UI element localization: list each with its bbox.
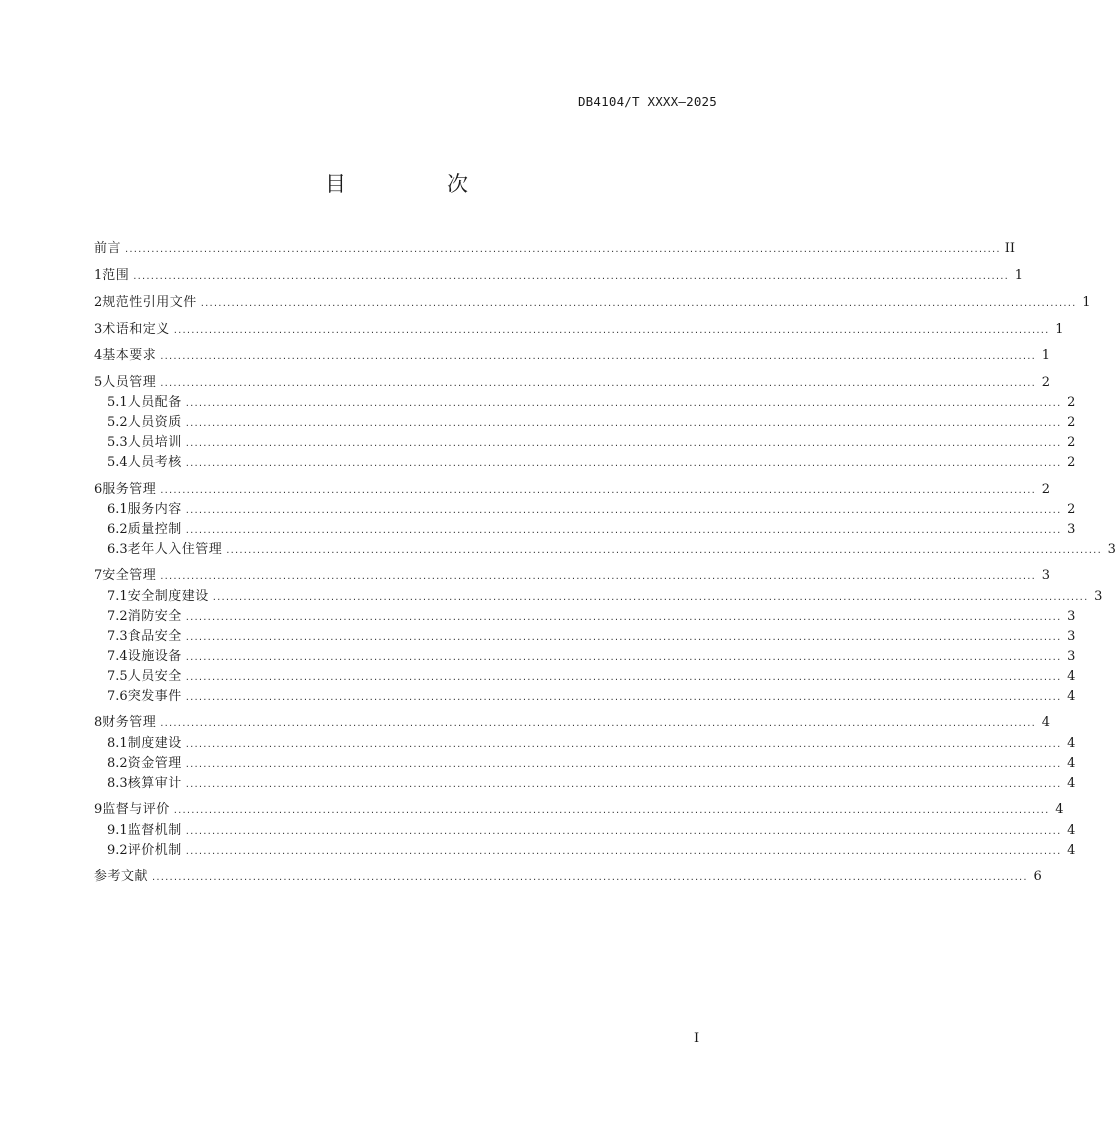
toc-entry-label: 服务内容 <box>127 502 182 517</box>
toc-entry-label: 术语和定义 <box>102 322 170 337</box>
toc-entry[interactable] <box>94 713 1051 733</box>
toc-entry-number: 5.1 <box>107 395 128 410</box>
toc-dot-leader: ........................................................................................................................................................................................................ <box>173 325 1050 336</box>
toc-dot-leader: ........................................................................................................................................................................................................ <box>185 612 1062 623</box>
toc-entry-page: 2 <box>1067 502 1076 517</box>
toc-entry-page: 2 <box>1067 415 1076 430</box>
toc-entry[interactable] <box>94 433 1076 453</box>
toc-entry-label: 服务管理 <box>102 482 157 497</box>
toc-entry-page: 3 <box>1067 629 1076 644</box>
toc-entry[interactable] <box>94 667 1076 687</box>
toc-entry-page: 4 <box>1067 823 1076 838</box>
toc-dot-leader: ........................................................................................................................................................................................................ <box>160 378 1037 389</box>
toc-dot-leader: ........................................................................................................................................................................................................ <box>200 298 1077 309</box>
toc-entry[interactable] <box>94 734 1076 754</box>
toc-entry-page: 4 <box>1067 689 1076 704</box>
toc-entry-label: 消防安全 <box>127 609 182 624</box>
toc-entry-page: 4 <box>1067 843 1076 858</box>
toc-entry-number: 5 <box>94 375 103 390</box>
toc-dot-leader: ........................................................................................................................................................................................................ <box>185 672 1062 683</box>
toc-dot-leader: ........................................................................................................................................................................................................ <box>185 438 1062 449</box>
toc-entry-page: 1 <box>1041 348 1051 363</box>
toc-entry-number: 8.3 <box>107 776 128 791</box>
toc-entry[interactable] <box>94 774 1076 794</box>
toc-entry-number: 7.4 <box>107 649 128 664</box>
toc-entry[interactable] <box>94 413 1076 433</box>
toc-dot-leader: ........................................................................................................................................................................................................ <box>173 805 1050 816</box>
toc-dot-leader: ........................................................................................................................................................................................................ <box>185 652 1062 663</box>
toc-dot-leader: ........................................................................................................................................................................................................ <box>185 739 1062 750</box>
toc-entry-label: 老年人入住管理 <box>127 542 223 557</box>
toc-entry-number: 5.4 <box>107 455 128 470</box>
toc-entry-label: 安全管理 <box>102 568 157 583</box>
toc-dot-leader: ........................................................................................................................................................................................................ <box>185 398 1062 409</box>
toc-entry[interactable] <box>94 540 1116 560</box>
toc-dot-leader: ........................................................................................................................................................................................................ <box>160 351 1037 362</box>
toc-entry-label: 制度建设 <box>127 736 182 751</box>
toc-entry-page: 3 <box>1067 649 1076 664</box>
toc-dot-leader: ........................................................................................................................................................................................................ <box>185 692 1062 703</box>
toc-entry-page: 4 <box>1041 715 1051 730</box>
toc-entry-page: 6 <box>1033 869 1042 884</box>
toc-entry-number: 7.1 <box>107 589 128 604</box>
toc-entry[interactable] <box>94 266 1024 286</box>
toc-entry-page: 2 <box>1067 395 1076 410</box>
toc-entry-number: 7.6 <box>107 689 128 704</box>
toc-dot-leader: ........................................................................................................................................................................................................ <box>185 418 1062 429</box>
toc-entry-number: 7.3 <box>107 629 128 644</box>
toc-entry[interactable] <box>94 346 1051 366</box>
toc-entry-number: 9.1 <box>107 823 128 838</box>
toc-entry-number: 6.3 <box>107 542 128 557</box>
toc-entry-page: 4 <box>1067 756 1076 771</box>
toc-entry-page: 1 <box>1014 268 1024 283</box>
toc-entry[interactable] <box>94 841 1076 861</box>
toc-entry-page: 4 <box>1067 776 1076 791</box>
toc-entry[interactable] <box>94 393 1076 413</box>
toc-entry[interactable] <box>94 480 1051 500</box>
toc-entry-page: 2 <box>1067 435 1076 450</box>
toc-entry[interactable] <box>94 239 1016 259</box>
toc-entry-page: 3 <box>1041 568 1051 583</box>
toc-entry-page: 1 <box>1082 295 1091 310</box>
toc-entry-label: 监督与评价 <box>102 802 170 817</box>
toc-entry[interactable] <box>94 647 1076 667</box>
toc-entry[interactable] <box>94 500 1076 520</box>
toc-entry-number: 8.2 <box>107 756 128 771</box>
toc-entry-label: 人员培训 <box>127 435 182 450</box>
toc-entry-label: 质量控制 <box>127 522 182 537</box>
toc-entry[interactable] <box>94 627 1076 647</box>
toc-entry-page: II <box>1004 241 1016 256</box>
toc-entry-label: 安全制度建设 <box>127 589 209 604</box>
toc-dot-leader: ........................................................................................................................................................................................................ <box>185 779 1062 790</box>
toc-dot-leader: ........................................................................................................................................................................................................ <box>160 485 1037 496</box>
toc-entry-label: 突发事件 <box>127 689 182 704</box>
toc-entry-number: 7.2 <box>107 609 128 624</box>
toc-entry-page: 3 <box>1094 589 1103 604</box>
toc-entry-number: 8 <box>94 715 103 730</box>
toc-entry-number: 8.1 <box>107 736 128 751</box>
toc-entry-label: 人员管理 <box>102 375 157 390</box>
toc-entry-label: 范围 <box>102 268 130 283</box>
toc-dot-leader: ........................................................................................................................................................................................................ <box>152 872 1028 883</box>
toc-entry-number: 6.1 <box>107 502 128 517</box>
toc-dot-leader: ........................................................................................................................................................................................................ <box>185 632 1062 643</box>
toc-entry[interactable] <box>94 867 1042 887</box>
toc-entry[interactable] <box>94 566 1051 586</box>
toc-entry[interactable] <box>94 607 1076 627</box>
toc-entry-label: 设施设备 <box>127 649 182 664</box>
toc-entry-label: 评价机制 <box>127 843 182 858</box>
toc-entry-number: 6.2 <box>107 522 128 537</box>
toc-entry-number: 3 <box>94 322 103 337</box>
toc-entry-label: 基本要求 <box>102 348 157 363</box>
toc-entry[interactable] <box>94 373 1051 393</box>
toc-entry-label: 人员安全 <box>127 669 182 684</box>
toc-entry[interactable] <box>94 587 1103 607</box>
document-code: DB4104/T XXXX—2025 <box>577 94 717 109</box>
page-number: I <box>694 1031 700 1046</box>
toc-entry-number: 4 <box>94 348 103 363</box>
toc-entry-label: 食品安全 <box>127 629 182 644</box>
toc-entry[interactable] <box>94 520 1076 540</box>
toc-entry[interactable] <box>94 821 1076 841</box>
toc-dot-leader: ........................................................................................................................................................................................................ <box>212 592 1089 603</box>
toc-entry-page: 4 <box>1067 736 1076 751</box>
toc-entry-page: 2 <box>1041 375 1051 390</box>
toc-entry-label: 人员配备 <box>127 395 182 410</box>
toc-entry-number: 7.5 <box>107 669 128 684</box>
toc-dot-leader: ........................................................................................................................................................................................................ <box>185 826 1062 837</box>
toc-entry[interactable] <box>94 754 1076 774</box>
toc-entry-page: 3 <box>1067 522 1076 537</box>
toc-dot-leader: ........................................................................................................................................................................................................ <box>133 271 1010 282</box>
toc-entry[interactable] <box>94 293 1091 313</box>
toc-entry-label: 参考文献 <box>94 869 149 884</box>
toc-entry-page: 4 <box>1055 802 1064 817</box>
toc-entry-number: 5.3 <box>107 435 128 450</box>
toc-dot-leader: ........................................................................................................................................................................................................ <box>160 571 1037 582</box>
toc-entry[interactable] <box>94 800 1064 820</box>
toc-entry-label: 人员资质 <box>127 415 182 430</box>
toc-dot-leader: ........................................................................................................................................................................................................ <box>125 244 1001 255</box>
toc-dot-leader: ........................................................................................................................................................................................................ <box>185 458 1062 469</box>
toc-dot-leader: ........................................................................................................................................................................................................ <box>185 846 1062 857</box>
toc-entry-page: 3 <box>1067 609 1076 624</box>
toc-entry-page: 2 <box>1067 455 1076 470</box>
toc-dot-leader: ........................................................................................................................................................................................................ <box>160 718 1037 729</box>
toc-entry-label: 财务管理 <box>102 715 157 730</box>
toc-entry-page: 2 <box>1041 482 1051 497</box>
toc-dot-leader: ........................................................................................................................................................................................................ <box>185 525 1062 536</box>
toc-entry-number: 9 <box>94 802 103 817</box>
toc-dot-leader: ........................................................................................................................................................................................................ <box>185 505 1062 516</box>
toc-entry[interactable] <box>94 687 1076 707</box>
toc-entry-label: 监督机制 <box>127 823 182 838</box>
toc-entry-page: 4 <box>1067 669 1076 684</box>
toc-entry-number: 7 <box>94 568 103 583</box>
page-title: 目 次 <box>325 172 508 196</box>
toc-entry-label: 前言 <box>94 241 122 256</box>
toc-entry-label: 资金管理 <box>127 756 182 771</box>
toc-dot-leader: ........................................................................................................................................................................................................ <box>185 759 1062 770</box>
toc-dot-leader: ........................................................................................................................................................................................................ <box>226 545 1102 556</box>
toc-entry[interactable] <box>94 320 1064 340</box>
toc-entry-label: 规范性引用文件 <box>102 295 197 310</box>
toc-entry-number: 1 <box>94 268 103 283</box>
toc-entry-number: 5.2 <box>107 415 128 430</box>
toc-entry-number: 2 <box>94 295 103 310</box>
toc-entry[interactable] <box>94 453 1076 473</box>
toc-entry-number: 9.2 <box>107 843 128 858</box>
toc-entry-number: 6 <box>94 482 103 497</box>
toc-entry-page: 3 <box>1107 542 1116 557</box>
toc-entry-label: 人员考核 <box>127 455 182 470</box>
toc-entry-label: 核算审计 <box>127 776 182 791</box>
toc-entry-page: 1 <box>1055 322 1064 337</box>
